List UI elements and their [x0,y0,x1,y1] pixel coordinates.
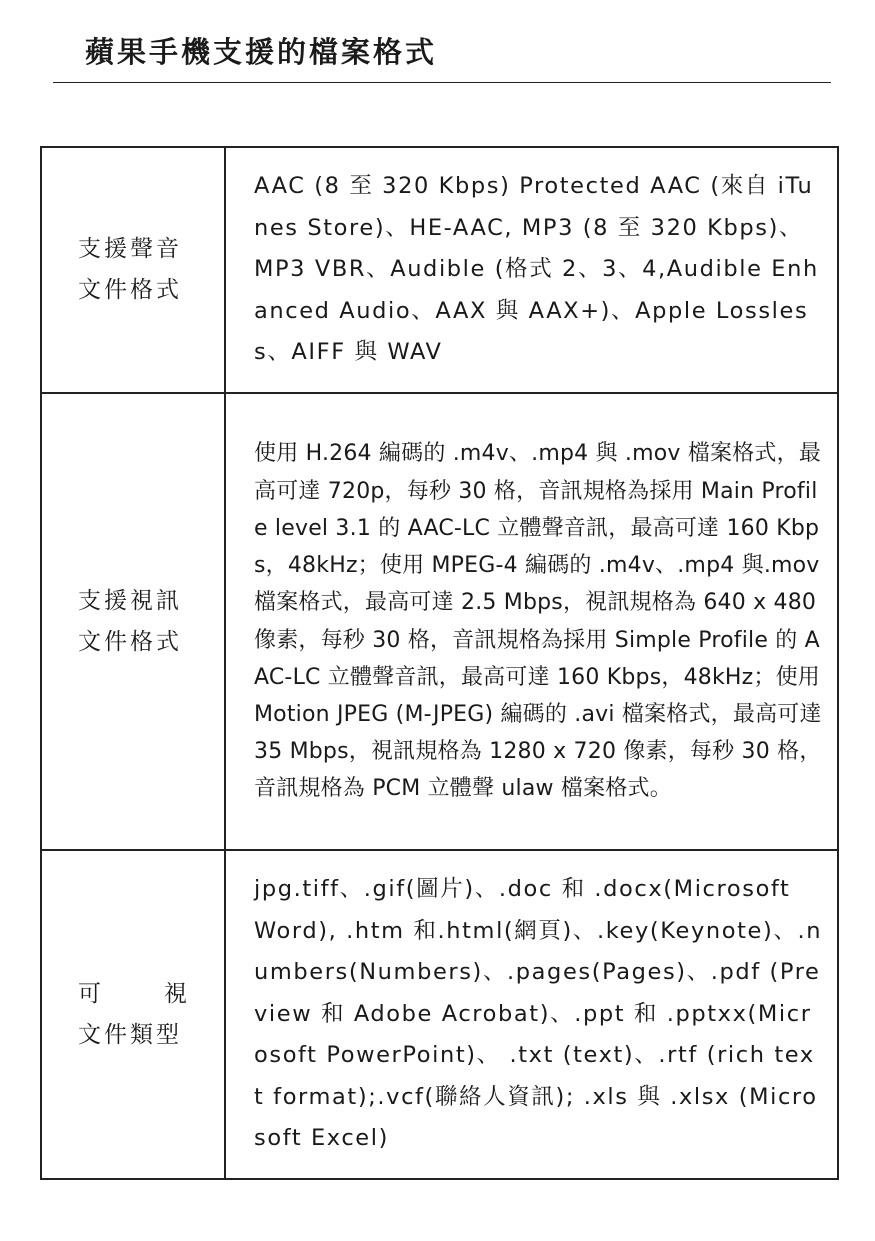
row-content-documents: jpg.tiff、.gif(圖片)、.doc 和 .docx(Microsoft Word), .htm 和.html(網頁)、.key(Keynote)、.numbers(Numbers)、.pages(Pages)、.pdf (Preview 和 Adobe Acrobat)、.ppt 和 .pptxx(Microsoft PowerPoint)、 .txt (text)、.rtf (rich text format);.vcf(聯絡人資訊); .xls 與 .xlsx (Microsoft Excel) [225,850,838,1179]
row-label-line: 支援聲音 [78,236,182,262]
row-label-line: 支援視訊 [78,587,182,614]
table-row-audio [41,147,838,393]
row-label-char: 視 [164,980,190,1007]
row-content-video: 使用 H.264 編碼的 .m4v、.mp4 與 .mov 檔案格式，最高可達 720p，每秒 30 格，音訊規格為採用 Main Profile level 3.1 的 AAC-LC 立體聲音訊，最高可達 160 Kbps，48kHz；使用 MPEG-4 編碼的 .m4v、.mp4 與.mov 檔案格式，最高可達 2.5 Mbps，視訊規格為 640 x 480 像素，每秒 30 格，音訊規格為採用 Simple Profile 的 AAC-LC 立體聲音訊，最高可達 160 Kbps，48kHz；使用 Motion JPEG (M-JPEG) 編碼的 .avi 檔案格式，最高可達 35 Mbps，視訊規格為 1280 x 720 像素，每秒 30 格，音訊規格為 PCM 立體聲 ulaw 檔案格式。 [225,393,838,850]
title-divider [53,82,831,83]
row-label-line [78,974,190,1015]
row-label-line: 文件格式 [78,277,182,303]
row-label-char: 可 [78,980,104,1007]
row-label-video [41,393,225,850]
row-label-line: 文件類型 [78,1021,182,1048]
row-label-documents [41,850,225,1179]
row-label-line: 文件格式 [78,628,182,655]
page-title: 蘋果手機支援的檔案格式 [85,35,438,69]
supported-formats-table [40,146,839,1180]
table-row-video [41,393,838,850]
table-row-documents [41,850,838,1179]
row-content-audio: AAC (8 至 320 Kbps) Protected AAC (來自 iTunes Store)、HE-AAC, MP3 (8 至 320 Kbps)、MP3 VBR、Audible (格式 2、3、4,Audible Enhanced Audio、AAX 與 AAX+)、Apple Lossless、AIFF 與 WAV [225,147,838,393]
row-label-audio [41,147,225,393]
